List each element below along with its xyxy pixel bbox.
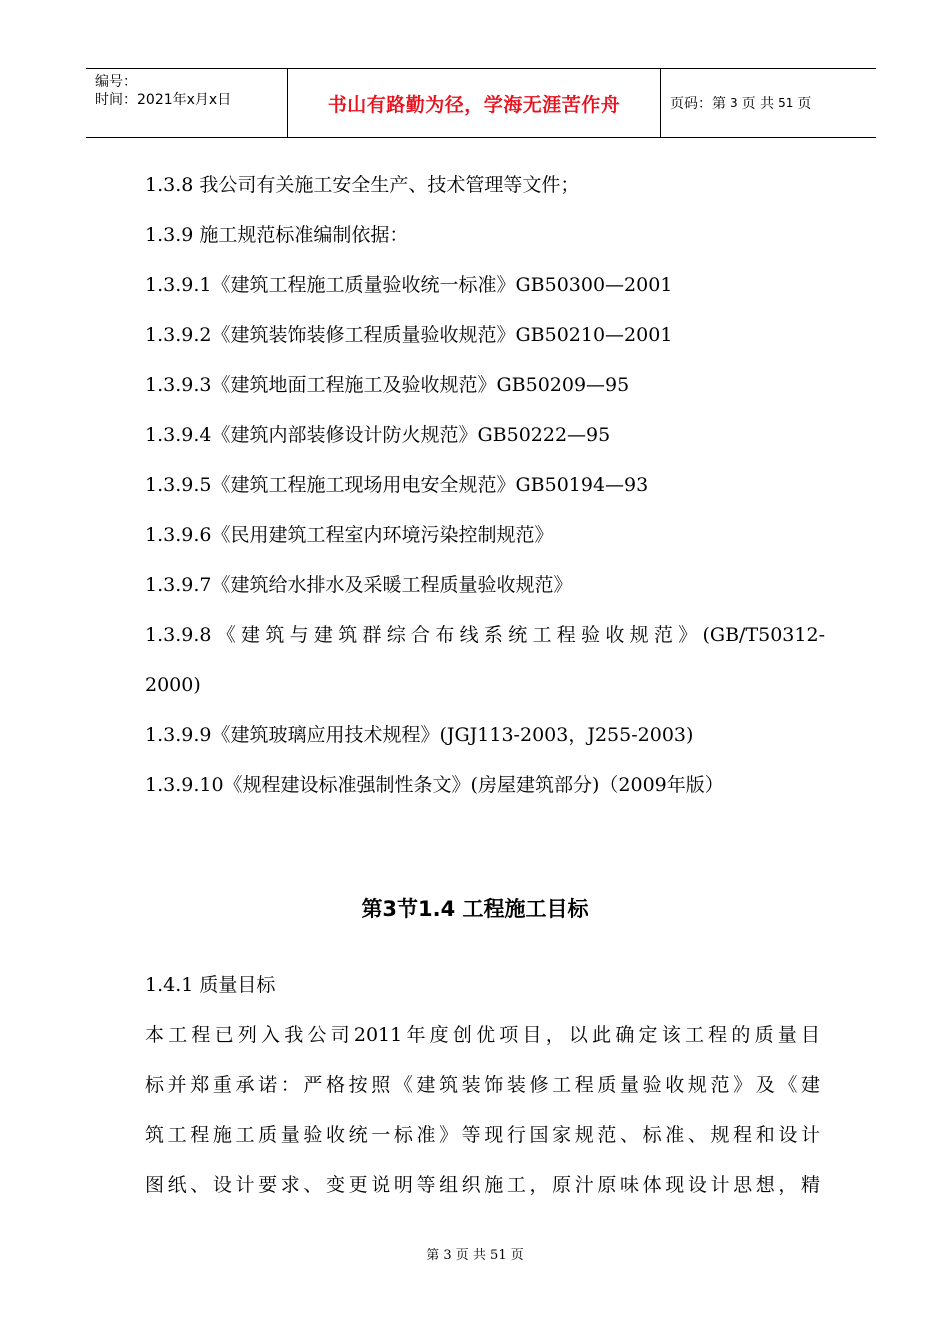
page-total: 51 [778,96,794,110]
paragraph-line: 本工程已列入我公司2011年度创优项目，以此确定该工程的质量目 [145,1024,820,1046]
header-meta [86,69,288,137]
basis-line: 1.3.9 施工规范标准编制依据： [145,224,409,246]
basis-line: 1.3.9.1《建筑工程施工质量验收统一标准》GB50300—2001 [145,274,673,296]
subsection-heading: 1.4.1 质量目标 [145,974,276,996]
basis-line: 1.3.9.7《建筑给水排水及采暖工程质量验收规范》 [145,574,573,596]
header-motto: 书山有路勤为径，学海无涯苦作舟 [327,93,621,116]
page-prefix: 页码：第 [670,96,726,112]
basis-line: 1.3.9.2《建筑装饰装修工程质量验收规范》GB50210—2001 [145,324,673,346]
basis-line: 1.3.9.10《规程建设标准强制性条文》(房屋建筑部分)（2009年版） [145,774,724,796]
page-footer: 第 3 页 共 51 页 [426,1248,524,1263]
header-motto-cell [288,69,661,137]
basis-line: 2000) [145,674,201,696]
basis-line: 1.3.9.8《建筑与建筑群综合布线系统工程验收规范》(GB/T50312- [145,624,825,646]
basis-line: 1.3.9.4《建筑内部装修设计防火规范》GB50222—95 [145,424,611,446]
basis-line: 1.3.9.6《民用建筑工程室内环境污染控制规范》 [145,524,554,546]
page-current: 3 [730,96,738,110]
basis-list [145,160,825,810]
page-header [86,68,876,138]
page-suffix: 页 [797,96,812,112]
basis-line: 1.3.8 我公司有关施工安全生产、技术管理等文件； [145,174,580,196]
time-label: 时间：2021年x月x日 [95,92,232,108]
section-title: 第3节1.4 工程施工目标 [361,897,589,921]
basis-line: 1.3.9.9《建筑玻璃应用技术规程》(JGJ113-2003，J255-2003) [145,724,694,746]
basis-line: 1.3.9.5《建筑工程施工现场用电安全规范》GB50194—93 [145,474,649,496]
basis-line: 1.3.9.3《建筑地面工程施工及验收规范》GB50209—95 [145,374,630,396]
section-body [145,960,820,1210]
paragraph-line: 筑工程施工质量验收统一标准》等现行国家规范、标准、规程和设计 [145,1124,820,1146]
page-mid: 页 共 [741,96,775,112]
number-label: 编号： [95,74,137,90]
header-page-info [661,69,876,137]
paragraph-line: 标并郑重承诺：严格按照《建筑装饰装修工程质量验收规范》及《建 [145,1074,820,1096]
paragraph-line: 图纸、设计要求、变更说明等组织施工，原汁原味体现设计思想，精 [145,1174,820,1196]
